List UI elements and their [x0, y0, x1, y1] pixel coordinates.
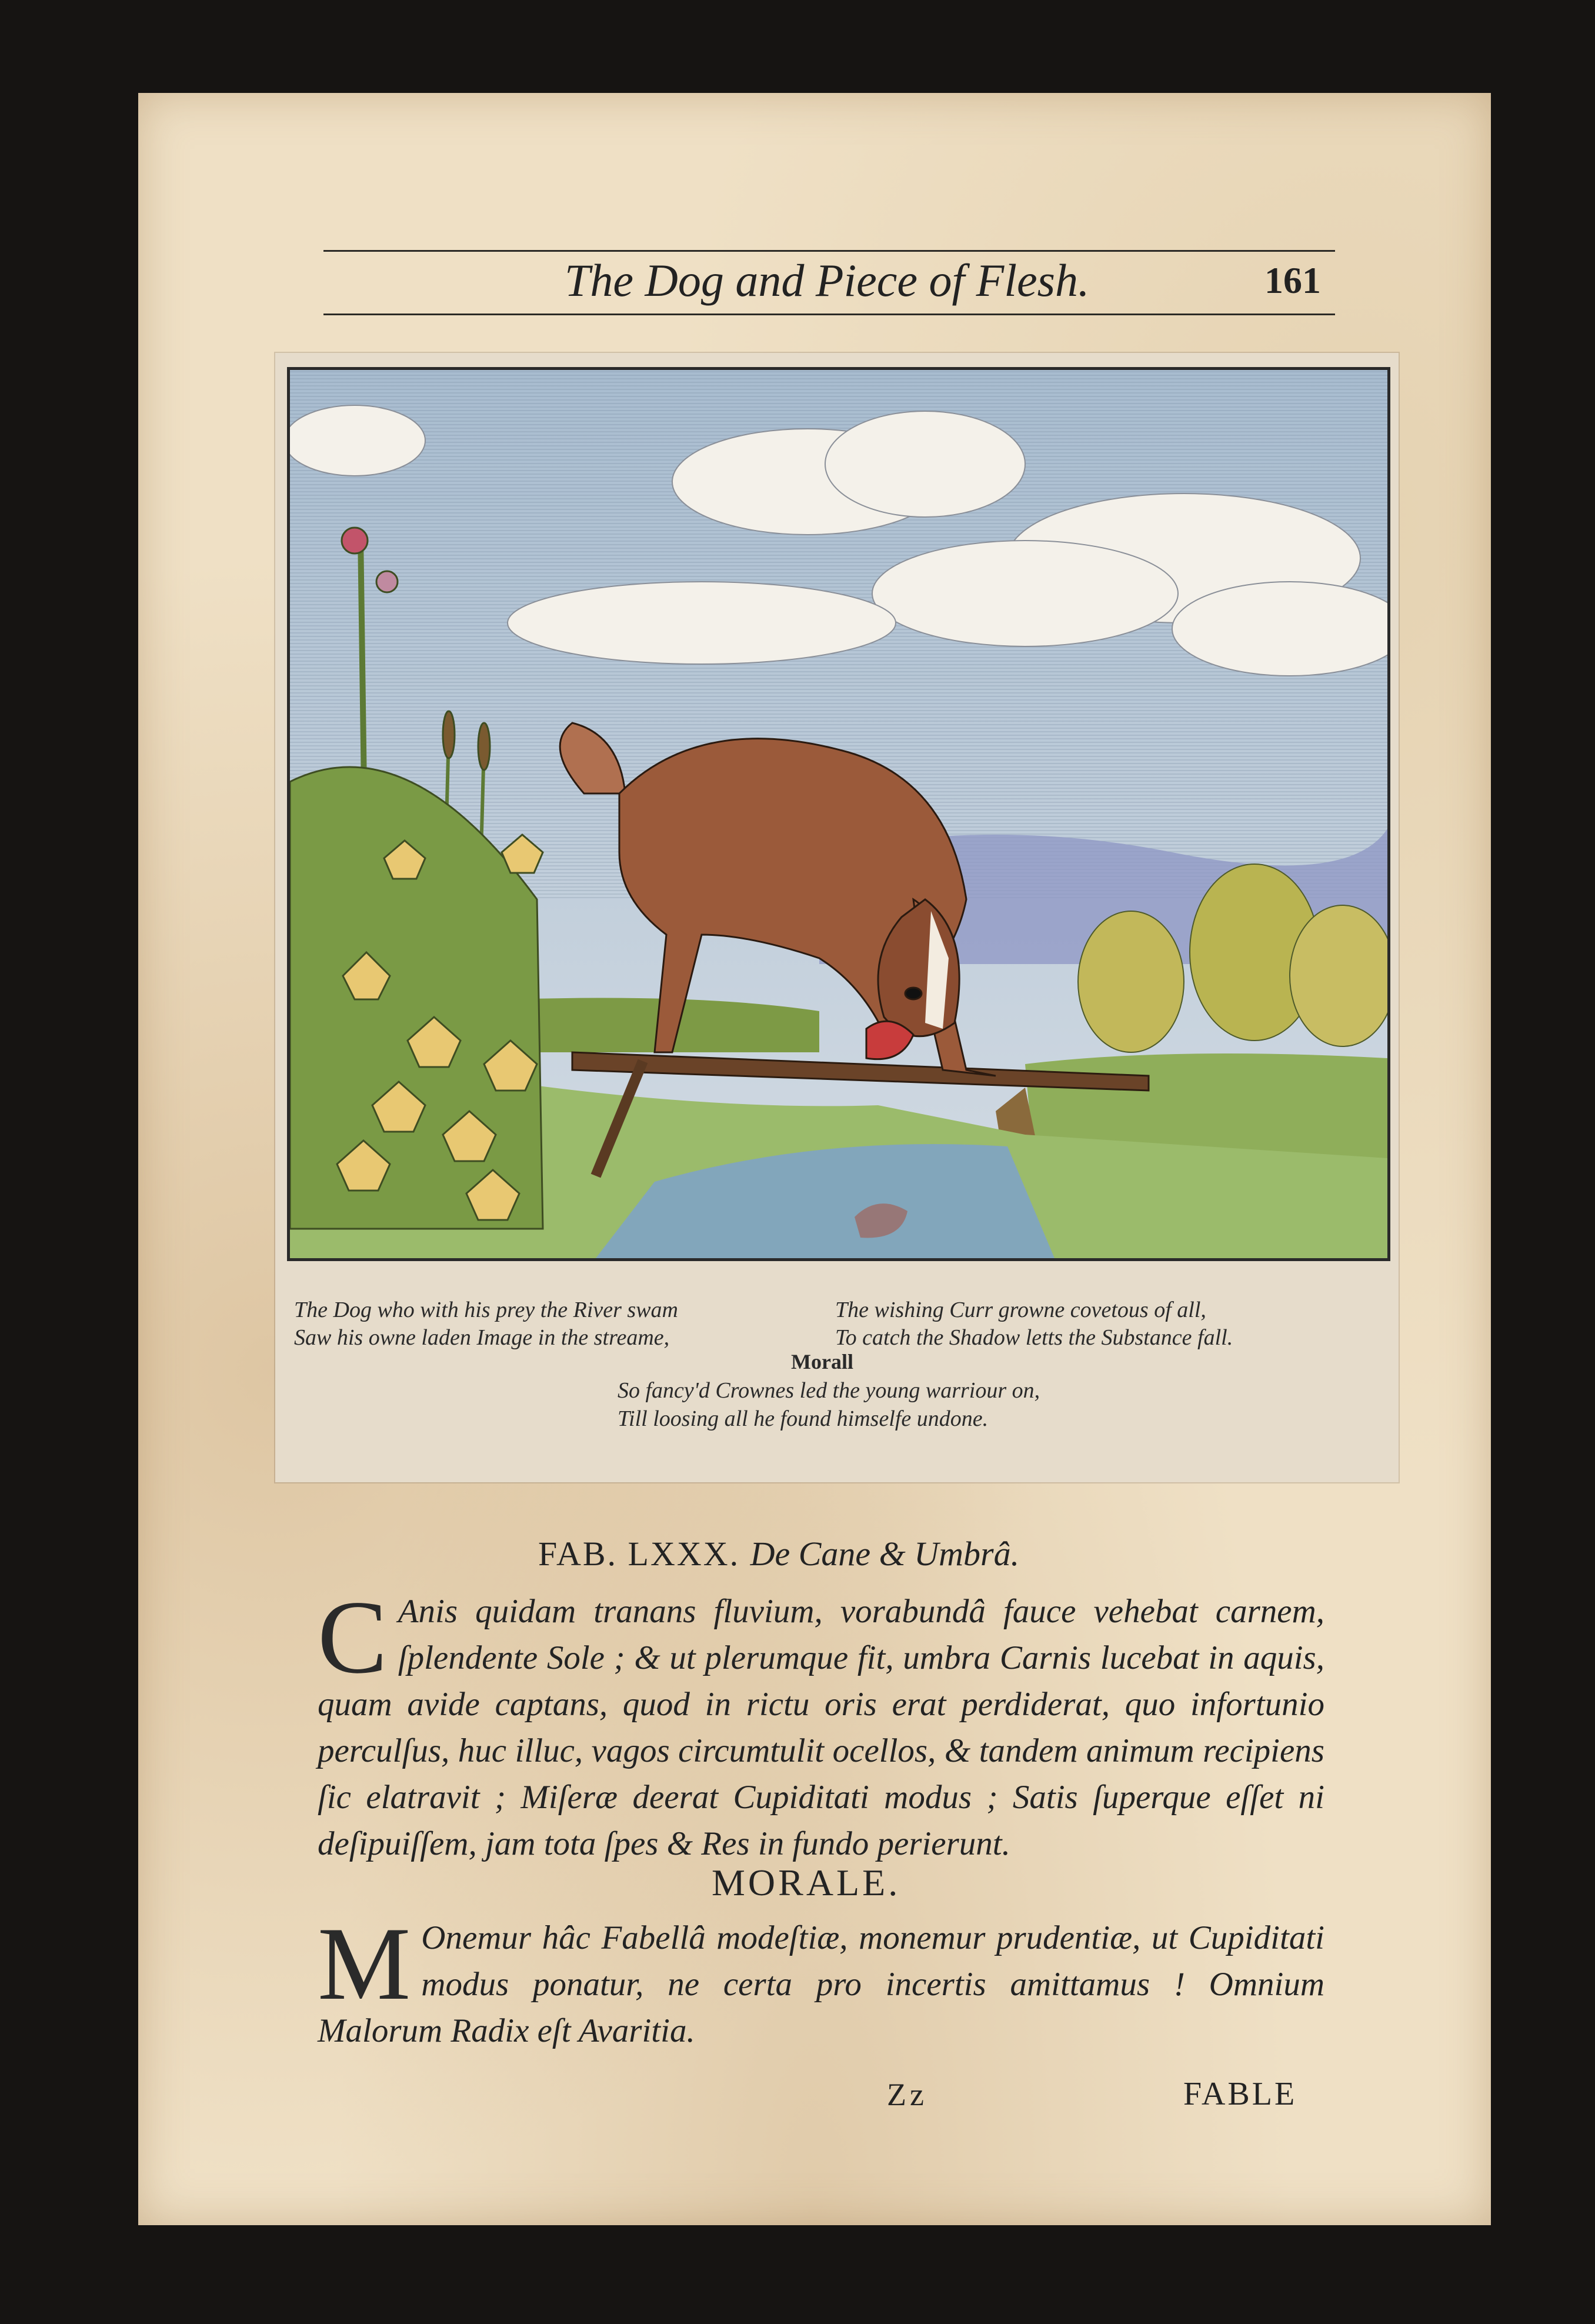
catchword: FABLE: [1183, 2076, 1297, 2112]
caption-right-line-2: To catch the Shadow letts the Substance fall.: [835, 1325, 1233, 1350]
morale-heading: MORALE.: [712, 1862, 901, 1903]
fable-number: FAB. LXXX.: [538, 1535, 740, 1573]
caption-right-line-1: The wishing Curr growne covetous of all,: [835, 1298, 1206, 1322]
caption-moral-line-2: Till loosing all he found himselfe undone.: [618, 1406, 989, 1431]
morale-body: [318, 1905, 1324, 2054]
dog-and-flesh-picture: [290, 370, 1387, 1258]
caption-left-line-2: Saw his owne laden Image in the streame,: [294, 1325, 670, 1350]
header-rule-top: [323, 250, 1335, 252]
fable-body-text: Anis quidam tranans fluvium, vorabundâ fauce vehebat carnem, ſplendente Sole ; & ut plerumque fit, umbra Carnis lucebat in aquis, quam avide captans, quod in rictu oris erat perdiderat, quo infortunio perculſus, huc illuc, vagos circumtulit ocellos, & tandem animum recipiens ſic elatravit ; Miſeræ deerat Cupiditati modus ; Satis ſuperque eſſet ni deſipuiſſem, jam tota ſpes & Res in fundo perierunt.: [318, 1593, 1324, 1862]
running-title: The Dog and Piece of Flesh.: [565, 255, 1090, 306]
engraving-illustration: [287, 367, 1390, 1261]
caption-left-line-1: The Dog who with his prey the River swam: [294, 1298, 678, 1322]
morale-body-text: Onemur hâc Fabellâ modeſtiæ, monemur prudentiæ, ut Cupiditati modus ponatur, ne certa pro incertis amittamus ! Omnium Malorum Radix eſt Avaritia.: [318, 1919, 1324, 2049]
header-rule-bottom: [323, 314, 1335, 315]
fable-drop-cap: C: [318, 1579, 388, 1695]
caption-moral-line-1: So fancy'd Crownes led the young warriour on,: [618, 1378, 1040, 1403]
signature-mark: Zz: [887, 2077, 927, 2112]
fable-latin-title: De Cane & Umbrâ.: [750, 1535, 1020, 1573]
morale-drop-cap: M: [318, 1905, 411, 2022]
fable-heading: [538, 1534, 1019, 1573]
page-number: 161: [1264, 259, 1321, 301]
caption-moral-heading: Morall: [791, 1350, 853, 1373]
fable-body: [318, 1579, 1324, 1867]
